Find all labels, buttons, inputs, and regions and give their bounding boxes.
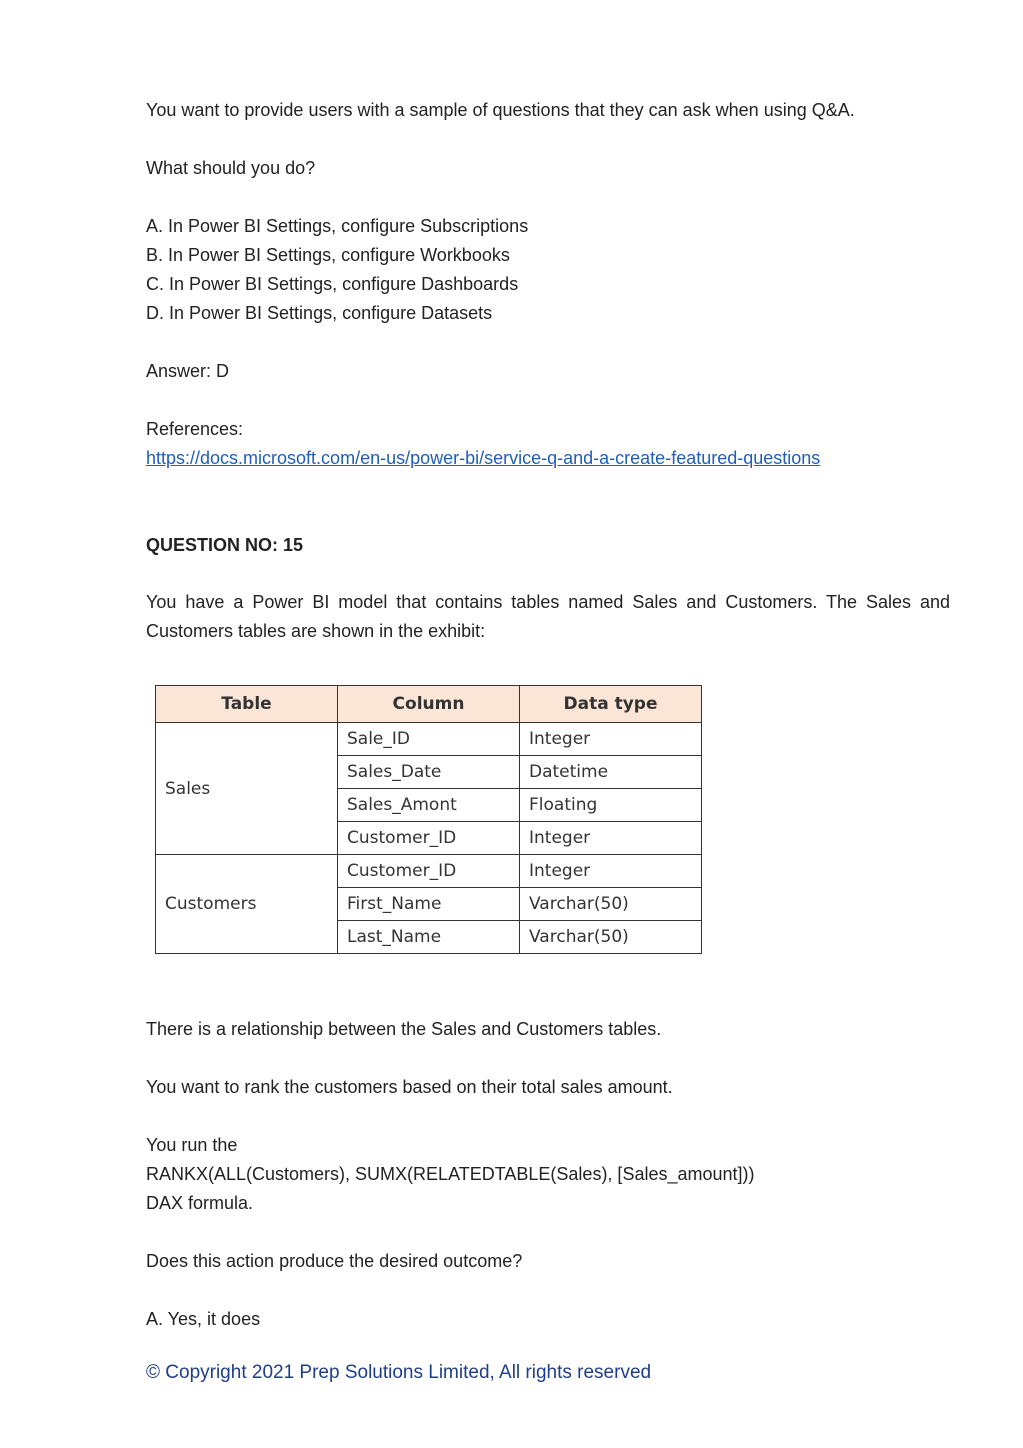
data-type: Integer <box>520 822 702 855</box>
header-data-type: Data type <box>520 686 702 723</box>
reference-link[interactable]: https://docs.microsoft.com/en-us/power-bi/service-q-and-a-create-featured-questions <box>146 448 821 468</box>
references-label: References: <box>146 419 244 439</box>
table-name-customers: Customers <box>156 855 338 954</box>
question-heading: QUESTION NO: 15 <box>146 535 304 555</box>
run-text: You run the <box>146 1135 238 1155</box>
data-type: Floating <box>520 789 702 822</box>
data-type: Varchar(50) <box>520 888 702 921</box>
run-text-end: DAX formula. <box>146 1193 254 1213</box>
dax-formula: RANKX(ALL(Customers), SUMX(RELATEDTABLE(Sales), [Sales_amount])) <box>146 1164 755 1184</box>
answer-option-a: A. Yes, it does <box>146 1309 261 1329</box>
relationship-text: There is a relationship between the Sales and Customers tables. <box>146 1019 662 1039</box>
option-a: A. In Power BI Settings, configure Subscriptions <box>146 216 529 236</box>
header-column: Column <box>338 686 520 723</box>
outcome-question: Does this action produce the desired outcome? <box>146 1251 523 1271</box>
option-c: C. In Power BI Settings, configure Dashboards <box>146 274 519 294</box>
option-b: B. In Power BI Settings, configure Workbooks <box>146 245 510 265</box>
data-type: Datetime <box>520 756 702 789</box>
table-row <box>156 723 702 756</box>
data-type: Integer <box>520 855 702 888</box>
column-name: Sales_Amont <box>338 789 520 822</box>
table-name-sales: Sales <box>156 723 338 855</box>
copyright-footer: © Copyright 2021 Prep Solutions Limited, All rights reserved <box>146 1362 652 1383</box>
goal-text: You want to rank the customers based on their total sales amount. <box>146 1077 673 1097</box>
column-name: First_Name <box>338 888 520 921</box>
exhibit-table <box>155 685 702 954</box>
column-name: Sale_ID <box>338 723 520 756</box>
prompt-text: What should you do? <box>146 158 316 178</box>
header-table: Table <box>156 686 338 723</box>
table-header-row <box>156 686 702 723</box>
option-d: D. In Power BI Settings, configure Datasets <box>146 303 493 323</box>
column-name: Customer_ID <box>338 822 520 855</box>
data-type: Integer <box>520 723 702 756</box>
column-name: Customer_ID <box>338 855 520 888</box>
intro-text: You want to provide users with a sample of questions that they can ask when using Q&A. <box>146 100 855 120</box>
column-name: Sales_Date <box>338 756 520 789</box>
data-type: Varchar(50) <box>520 921 702 954</box>
answer-text: Answer: D <box>146 361 230 381</box>
column-name: Last_Name <box>338 921 520 954</box>
question-text: You have a Power BI model that contains tables named Sales and Customers. The Sales and Customers tables are shown in the exhibit: <box>146 592 950 641</box>
table-row <box>156 855 702 888</box>
